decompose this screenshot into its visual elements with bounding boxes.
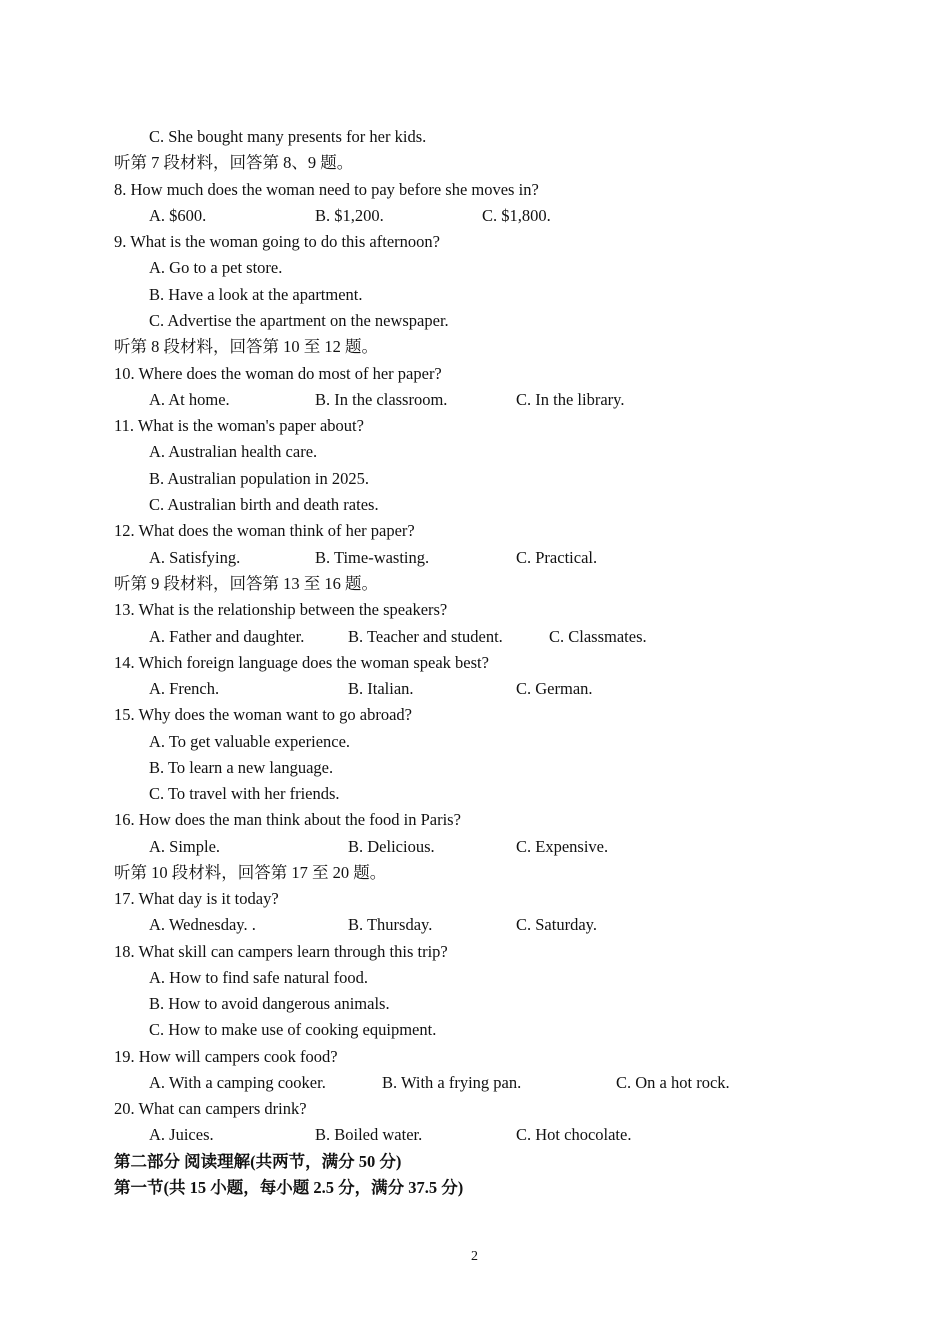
section-instruction: 听第 7 段材料，回答第 8、9 题。 <box>114 153 354 172</box>
option-b: B. In the classroom. <box>315 390 448 409</box>
option-text: A. Go to a pet store. <box>149 258 283 277</box>
option-a: A. Father and daughter. <box>149 627 305 646</box>
option-b: B. Boiled water. <box>315 1125 423 1144</box>
question-text: 19. How will campers cook food? <box>114 1047 338 1066</box>
question-text: 15. Why does the woman want to go abroad? <box>114 705 412 724</box>
option-c: C. Practical. <box>516 548 598 567</box>
option-c: C. On a hot rock. <box>616 1073 730 1092</box>
option-text: A. To get valuable experience. <box>149 732 351 751</box>
option-c: C. $1,800. <box>482 206 551 225</box>
question-text: 12. What does the woman think of her paper? <box>114 521 415 540</box>
option-a: A. With a camping cooker. <box>149 1073 326 1092</box>
option-text: A. Australian health care. <box>149 442 318 461</box>
option-a: A. $600. <box>149 206 207 225</box>
option-b: B. Time-wasting. <box>315 548 430 567</box>
option-c: C. German. <box>516 679 593 698</box>
option-a: A. At home. <box>149 390 230 409</box>
page-number: 2 <box>471 1249 478 1264</box>
option-c: C. In the library. <box>516 390 625 409</box>
part-heading: 第二部分 阅读理解(共两节，满分 50 分) <box>114 1152 402 1171</box>
option-text: C. How to make use of cooking equipment. <box>149 1020 437 1039</box>
option-a: A. Wednesday. . <box>149 915 256 934</box>
option-text: C. To travel with her friends. <box>149 784 340 803</box>
option-text: B. Australian population in 2025. <box>149 469 369 488</box>
option-text: B. To learn a new language. <box>149 758 334 777</box>
option-c: C. Expensive. <box>516 837 609 856</box>
option-text: B. How to avoid dangerous animals. <box>149 994 390 1013</box>
section-instruction: 听第 9 段材料，回答第 13 至 16 题。 <box>114 574 378 593</box>
question-text: 18. What skill can campers learn through this trip? <box>114 942 448 961</box>
option-a: A. Satisfying. <box>149 548 241 567</box>
section-instruction: 听第 10 段材料，回答第 17 至 20 题。 <box>114 863 387 882</box>
question-text: 8. How much does the woman need to pay before she moves in? <box>114 180 539 199</box>
option-c: C. Hot chocolate. <box>516 1125 632 1144</box>
option-a: A. Juices. <box>149 1125 214 1144</box>
question-text: 10. Where does the woman do most of her paper? <box>114 364 442 383</box>
option-b: B. Italian. <box>348 679 414 698</box>
option-c: C. Classmates. <box>549 627 647 646</box>
question-text: 20. What can campers drink? <box>114 1099 307 1118</box>
option-text: C. She bought many presents for her kids. <box>149 127 427 146</box>
option-b: B. Delicious. <box>348 837 435 856</box>
option-text: B. Have a look at the apartment. <box>149 285 363 304</box>
question-text: 16. How does the man think about the food in Paris? <box>114 810 461 829</box>
option-text: C. Australian birth and death rates. <box>149 495 379 514</box>
section-instruction: 听第 8 段材料，回答第 10 至 12 题。 <box>114 337 378 356</box>
question-text: 11. What is the woman's paper about? <box>114 416 364 435</box>
section-heading: 第一节(共 15 小题，每小题 2.5 分，满分 37.5 分) <box>114 1178 464 1197</box>
option-text: A. How to find safe natural food. <box>149 968 369 987</box>
question-text: 17. What day is it today? <box>114 889 279 908</box>
question-text: 13. What is the relationship between the speakers? <box>114 600 448 619</box>
option-b: B. Teacher and student. <box>348 627 503 646</box>
question-text: 9. What is the woman going to do this afternoon? <box>114 232 440 251</box>
option-c: C. Saturday. <box>516 915 597 934</box>
option-a: A. French. <box>149 679 220 698</box>
option-b: B. With a frying pan. <box>382 1073 522 1092</box>
option-b: B. $1,200. <box>315 206 384 225</box>
question-text: 14. Which foreign language does the woman speak best? <box>114 653 489 672</box>
option-text: C. Advertise the apartment on the newspaper. <box>149 311 449 330</box>
option-a: A. Simple. <box>149 837 221 856</box>
option-b: B. Thursday. <box>348 915 433 934</box>
